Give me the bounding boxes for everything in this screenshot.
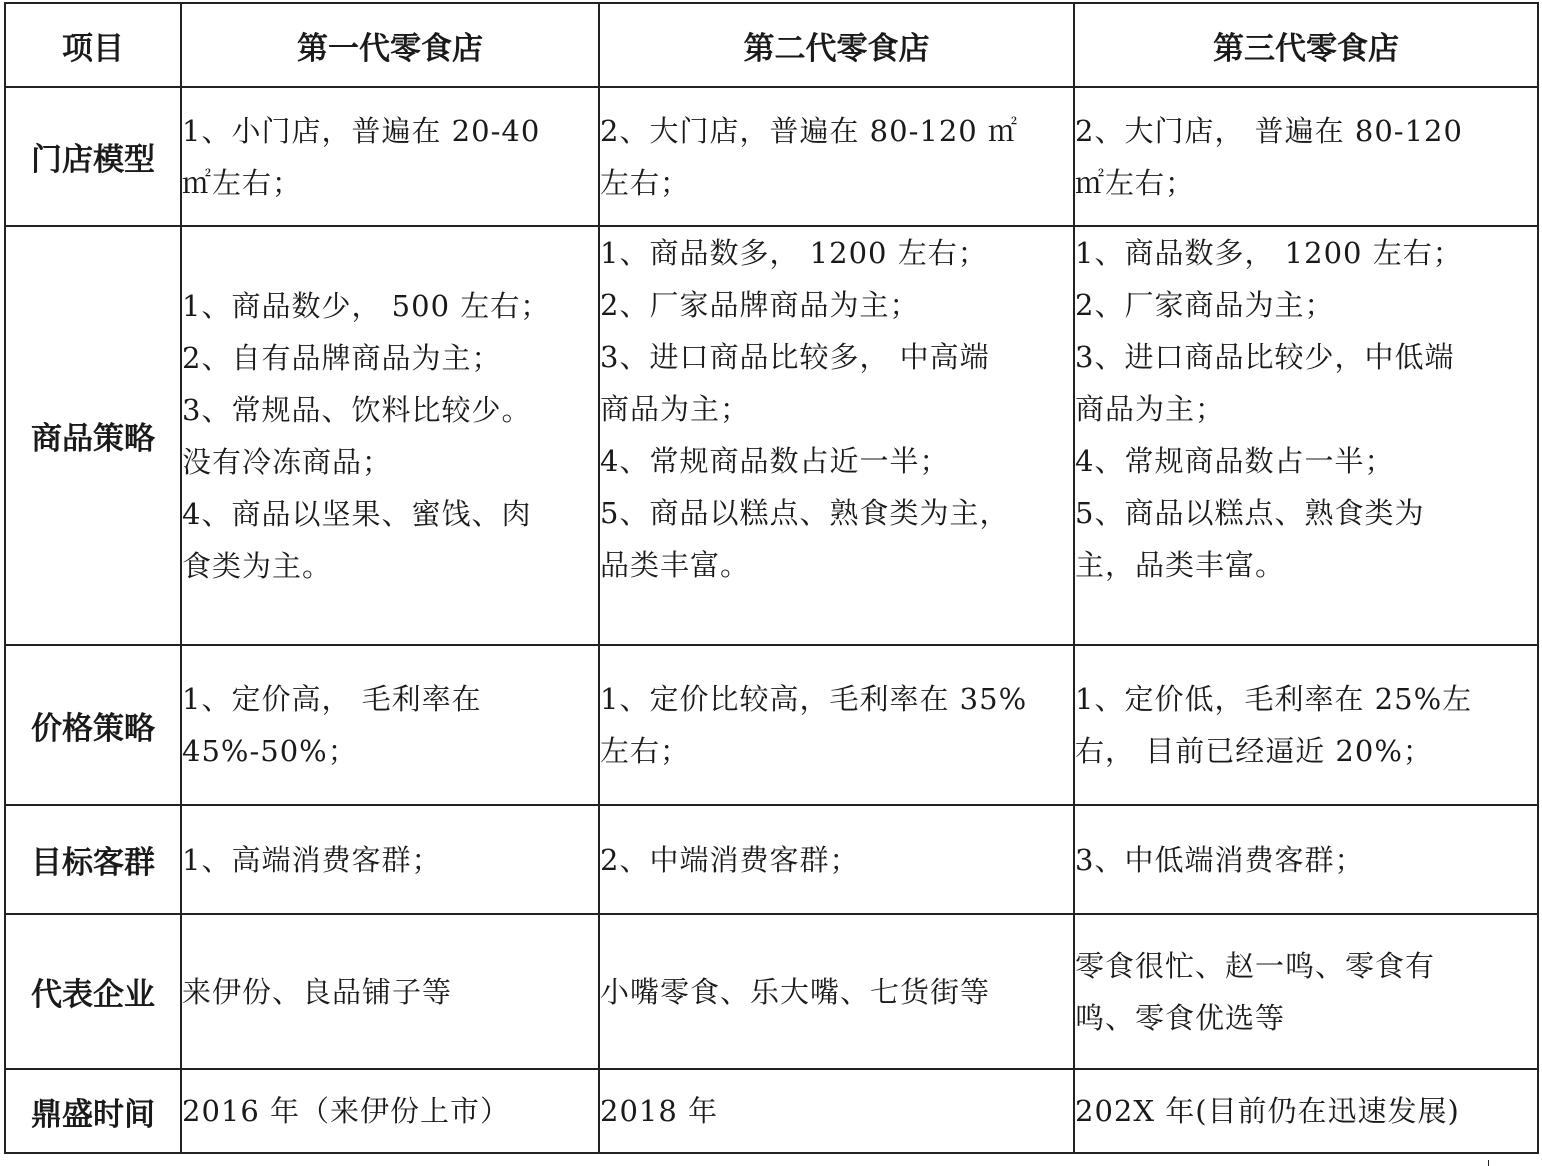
table-row-store-model [5,87,1538,226]
table-row-peak-time [5,1069,1538,1153]
cell-line: 1、定价低，毛利率在 25%左 [1075,682,1473,716]
cell-line: 主，品类丰富。 [1075,548,1286,582]
cell-gen2 [599,645,1074,805]
cell-line: 1、定价比较高，毛利率在 35% [600,682,1028,716]
header-row [5,3,1538,87]
cell-gen3 [1074,914,1538,1069]
cell-gen3 [1074,645,1538,805]
cell-line: 4、常规商品数占近一半； [600,444,950,478]
cell-line: 左右； [600,165,691,200]
cell-line: 45%-50%； [182,734,358,768]
cell-gen3 [1074,805,1538,914]
cell-line: 2016 年（来伊份上市） [182,1094,511,1128]
header-gen2: 第二代零食店 [599,3,1074,87]
cell-line: 3、进口商品比较少，中低端 [1075,340,1455,374]
cell-gen1 [181,226,599,645]
table-row-price-strategy [5,645,1538,805]
cell-line: 2018 年 [600,1094,719,1128]
cell-line: 2、自有品牌商品为主； [182,340,502,375]
cell-gen2 [599,1069,1074,1153]
cell-line: 3、中低端消费客群； [1075,842,1365,877]
table-row-target-customers [5,805,1538,914]
cell-line: 2、大门店， 普遍在 80-120 [1075,113,1463,148]
cell-line: 右， 目前已经逼近 20%； [1075,734,1433,768]
cell-line: 1、高端消费客群； [182,842,442,877]
cell-gen2 [599,226,1074,645]
header-item: 项目 [5,3,181,87]
cell-line: 5、商品以糕点、熟食类为 [1075,496,1425,530]
cell-line: 1、小门店，普遍在 20-40 [182,113,541,148]
cell-line: 左右； [600,734,691,768]
page-corner-mark [1488,1160,1489,1166]
cell-gen1 [181,914,599,1069]
cell-gen2 [599,805,1074,914]
cell-line: 4、商品以坚果、蜜饯、肉 [182,496,532,531]
cell-line: 商品为主； [1075,392,1226,426]
cell-gen3 [1074,87,1538,226]
cell-line: 1、商品数多， 1200 左右； [1075,236,1463,270]
cell-gen2 [599,914,1074,1069]
cell-line: 1、商品数少， 500 左右； [182,288,551,323]
row-label: 门店模型 [5,87,181,226]
cell-line: 食类为主。 [182,548,333,583]
row-label: 鼎盛时间 [5,1069,181,1153]
cell-line: 来伊份、良品铺子等 [182,974,453,1009]
cell-line: 5、商品以糕点、熟食类为主， [600,496,1010,530]
cell-line: 没有冷冻商品； [182,444,393,479]
cell-gen1 [181,805,599,914]
cell-line: 2、中端消费客群； [600,842,860,877]
cell-line: 鸣、零食优选等 [1075,1000,1286,1035]
cell-gen1 [181,645,599,805]
cell-gen3 [1074,226,1538,645]
cell-line: 品类丰富。 [600,548,751,582]
row-label: 目标客群 [5,805,181,914]
row-label: 代表企业 [5,914,181,1069]
cell-line: 小嘴零食、乐大嘴、七货街等 [600,974,991,1009]
cell-gen1 [181,1069,599,1153]
cell-line: 3、进口商品比较多， 中高端 [600,340,990,374]
header-gen3: 第三代零食店 [1074,3,1538,87]
comparison-table [4,2,1539,1154]
cell-line: 4、常规商品数占一半； [1075,444,1395,478]
cell-line: 2、厂家商品为主； [1075,288,1335,322]
cell-line: 零食很忙、赵一鸣、零食有 [1075,948,1436,983]
row-label: 商品策略 [5,226,181,645]
cell-line: 1、商品数多， 1200 左右； [600,236,988,270]
cell-line: 202X 年(目前仍在迅速发展) [1075,1094,1460,1128]
table-row-goods-strategy [5,226,1538,645]
row-label: 价格策略 [5,645,181,805]
cell-line: 3、常规品、饮料比较少。 [182,392,532,427]
cell-line: 2、大门店，普遍在 80-120 ㎡ [600,113,1018,148]
cell-line: 2、厂家品牌商品为主； [600,288,920,322]
cell-gen3 [1074,1069,1538,1153]
header-gen1: 第一代零食店 [181,3,599,87]
cell-line: 1、定价高， 毛利率在 [182,682,482,716]
cell-gen1 [181,87,599,226]
cell-gen2 [599,87,1074,226]
cell-line: 商品为主； [600,392,751,426]
table-row-representative-companies [5,914,1538,1069]
cell-line: ㎡左右； [1075,165,1196,200]
cell-line: ㎡左右； [182,165,303,200]
